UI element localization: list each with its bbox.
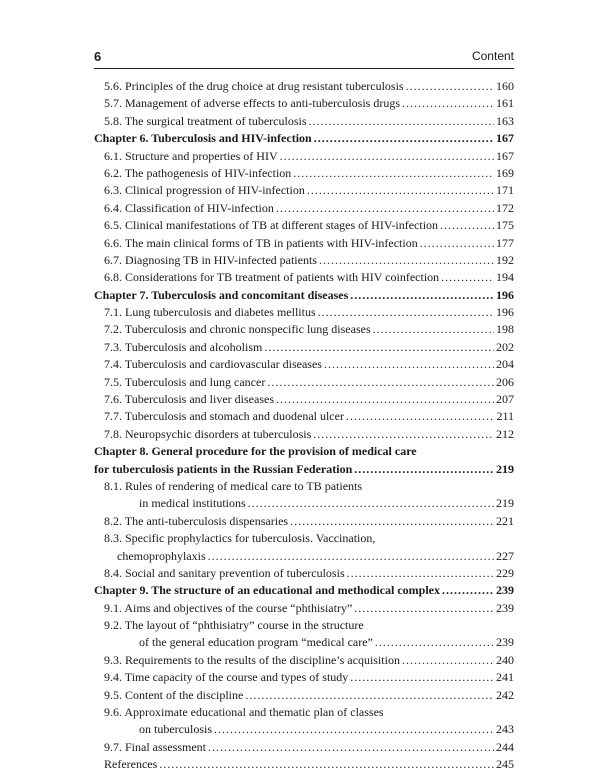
toc-entry-page: 219 <box>496 496 514 511</box>
toc-entry <box>94 617 514 634</box>
toc-entry <box>94 339 514 356</box>
toc-entry-title: 7.6. Tuberculosis and liver diseases <box>104 392 274 407</box>
toc-entry-page: 202 <box>496 339 514 354</box>
toc-dot-leader <box>354 600 494 617</box>
toc-entry <box>94 721 514 738</box>
toc-dot-leader <box>208 548 494 565</box>
toc-dot-leader <box>293 165 494 182</box>
toc-entry <box>94 461 514 478</box>
toc-entry-title: 7.1. Lung tuberculosis and diabetes mellitus <box>104 305 316 320</box>
toc-dot-leader <box>420 235 494 252</box>
toc-dot-leader <box>314 130 494 147</box>
toc-dot-leader <box>319 252 494 269</box>
toc-entry-title: 7.2. Tuberculosis and chronic nonspecific lung diseases <box>104 322 371 337</box>
toc-entry-title: 5.8. The surgical treatment of tuberculosis <box>104 113 307 128</box>
toc-entry <box>94 182 514 199</box>
toc-entry-page: 239 <box>496 600 514 615</box>
toc-entry-page: 242 <box>496 687 514 702</box>
toc-entry <box>94 478 514 495</box>
toc-entry <box>94 582 514 599</box>
toc-entry-title: 7.8. Neuropsychic disorders at tuberculosis <box>104 426 312 441</box>
toc-entry <box>94 530 514 547</box>
toc-entry-page: 192 <box>496 252 514 267</box>
toc-entry <box>94 356 514 373</box>
toc-entry <box>94 148 514 165</box>
toc-entry-title: 9.2. The layout of “phthisiatry” course in the structure <box>104 618 364 633</box>
toc-dot-leader <box>313 426 494 443</box>
toc-dot-leader <box>307 182 494 199</box>
toc-dot-leader <box>276 200 494 217</box>
page-number: 6 <box>94 49 102 64</box>
toc-dot-leader <box>402 95 494 112</box>
toc-entry <box>94 687 514 704</box>
toc-dot-leader <box>264 339 494 356</box>
toc-dot-leader <box>159 756 494 773</box>
toc-entry-title: 7.4. Tuberculosis and cardiovascular diseases <box>104 357 322 372</box>
toc-entry-page: 171 <box>496 183 514 198</box>
toc-entry <box>94 652 514 669</box>
toc-entry-title: on tuberculosis <box>139 722 212 737</box>
toc-entry-page: 241 <box>496 670 514 685</box>
toc-dot-leader <box>324 356 494 373</box>
toc-entry <box>94 95 514 112</box>
toc-entry-page: 167 <box>496 131 514 146</box>
toc-entry-title: Chapter 6. Tuberculosis and HIV-infection <box>94 131 312 146</box>
toc-entry-title: 5.6. Principles of the drug choice at drug resistant tuberculosis <box>104 78 404 93</box>
toc-entry-title: 6.7. Diagnosing TB in HIV-infected patients <box>104 252 317 267</box>
toc-entry-title: References <box>104 757 158 772</box>
toc-entry-title: 9.4. Time capacity of the course and types of study <box>104 670 349 685</box>
toc-dot-leader <box>280 148 494 165</box>
toc-entry-page: 239 <box>496 583 514 598</box>
toc-entry-title: of the general education program “medical care” <box>139 635 373 650</box>
toc-entry <box>94 252 514 269</box>
toc-entry-title: 8.1. Rules of rendering of medical care to TB patients <box>104 478 363 493</box>
toc-entry-page: 160 <box>496 78 514 93</box>
toc-entry <box>94 513 514 530</box>
toc-entry-page: 161 <box>496 96 514 111</box>
toc-entry <box>94 374 514 391</box>
toc-entry-page: 167 <box>496 148 514 163</box>
toc-entry-page: 243 <box>496 722 514 737</box>
toc-entry-page: 196 <box>496 305 514 320</box>
toc-dot-leader <box>346 408 494 425</box>
toc-entry <box>94 635 514 652</box>
toc-entry <box>94 565 514 582</box>
toc-dot-leader <box>354 461 494 478</box>
toc-entry-title: 9.7. Final assessment <box>104 739 206 754</box>
toc-entry <box>94 165 514 182</box>
toc-entry-title: 6.8. Considerations for TB treatment of patients with HIV coinfection <box>104 270 440 285</box>
toc-entry-title: 8.3. Specific prophylactics for tuberculosis. Vaccination, <box>104 531 376 546</box>
toc-dot-leader <box>375 635 494 652</box>
toc-dot-leader <box>245 687 494 704</box>
toc-entry <box>94 495 514 512</box>
toc-dot-leader <box>267 374 494 391</box>
toc-dot-leader <box>276 391 494 408</box>
toc-entry <box>94 756 514 773</box>
table-of-contents <box>94 78 514 774</box>
toc-dot-leader <box>406 78 494 95</box>
toc-entry-title: 7.3. Tuberculosis and alcoholism <box>104 339 263 354</box>
toc-dot-leader <box>214 721 494 738</box>
toc-entry-title: 6.6. The main clinical forms of TB in patients with HIV-infection <box>104 235 418 250</box>
toc-dot-leader <box>347 565 494 582</box>
toc-entry-page: 221 <box>496 513 514 528</box>
toc-entry-page: 175 <box>496 218 514 233</box>
toc-entry <box>94 443 514 460</box>
toc-entry <box>94 217 514 234</box>
toc-entry-page: 212 <box>496 426 514 441</box>
toc-entry-title: 9.5. Content of the discipline <box>104 687 244 702</box>
toc-entry <box>94 269 514 286</box>
toc-entry-title: for tuberculosis patients in the Russian Federation <box>94 461 353 476</box>
toc-entry <box>94 548 514 565</box>
toc-entry-title: 9.1. Aims and objectives of the course “phthisiatry” <box>104 600 353 615</box>
toc-dot-leader <box>309 113 494 130</box>
toc-entry <box>94 287 514 304</box>
toc-entry <box>94 321 514 338</box>
toc-entry-page: 196 <box>496 287 514 302</box>
toc-entry-page: 177 <box>496 235 514 250</box>
toc-dot-leader <box>248 495 494 512</box>
toc-dot-leader <box>350 669 494 686</box>
toc-entry-title: 9.6. Approximate educational and thematic plan of classes <box>104 705 384 720</box>
toc-entry-title: in medical institutions <box>139 496 246 511</box>
toc-entry <box>94 78 514 95</box>
toc-entry-title: 8.4. Social and sanitary prevention of tuberculosis <box>104 565 345 580</box>
toc-entry-title: chemoprophylaxis <box>117 548 206 563</box>
toc-entry-page: 194 <box>496 270 514 285</box>
toc-entry-title: 8.2. The anti-tuberculosis dispensaries <box>104 513 289 528</box>
toc-entry <box>94 304 514 321</box>
toc-entry <box>94 739 514 756</box>
toc-dot-leader <box>290 513 494 530</box>
toc-dot-leader <box>208 739 494 756</box>
toc-entry-page: 219 <box>496 461 514 476</box>
toc-entry-title: 6.4. Classification of HIV-infection <box>104 200 274 215</box>
toc-entry-title: 7.7. Tuberculosis and stomach and duodenal ulcer <box>104 409 344 424</box>
running-head-title: Content <box>471 49 514 63</box>
toc-entry <box>94 408 514 425</box>
toc-entry <box>94 391 514 408</box>
toc-entry-title: 6.1. Structure and properties of HIV <box>104 148 278 163</box>
toc-entry <box>94 113 514 130</box>
toc-entry-title: Chapter 8. General procedure for the provision of medical care <box>94 444 417 459</box>
toc-entry-page: 240 <box>496 652 514 667</box>
toc-entry-title: 9.3. Requirements to the results of the discipline’s acquisition <box>104 652 400 667</box>
toc-entry-page: 211 <box>496 409 514 424</box>
toc-dot-leader <box>442 582 494 599</box>
toc-entry-page: 207 <box>496 392 514 407</box>
toc-dot-leader <box>373 321 494 338</box>
toc-entry-title: 6.2. The pathogenesis of HIV-infection <box>104 165 292 180</box>
toc-entry <box>94 426 514 443</box>
toc-entry-page: 239 <box>496 635 514 650</box>
toc-entry-page: 163 <box>496 113 514 128</box>
toc-entry-page: 198 <box>496 322 514 337</box>
toc-entry-page: 206 <box>496 374 514 389</box>
toc-entry <box>94 704 514 721</box>
toc-dot-leader <box>440 217 494 234</box>
toc-entry-title: Chapter 7. Tuberculosis and concomitant diseases <box>94 287 349 302</box>
toc-entry-page: 204 <box>496 357 514 372</box>
toc-entry-title: 5.7. Management of adverse effects to anti-tuberculosis drugs <box>104 96 401 111</box>
toc-entry-title: 7.5. Tuberculosis and lung cancer <box>104 374 266 389</box>
toc-entry-title: Chapter 9. The structure of an educational and methodical complex <box>94 583 441 598</box>
toc-entry-page: 244 <box>496 739 514 754</box>
toc-entry-page: 169 <box>496 165 514 180</box>
toc-entry <box>94 200 514 217</box>
toc-entry <box>94 130 514 147</box>
toc-entry-page: 227 <box>496 548 514 563</box>
toc-entry-page: 172 <box>496 200 514 215</box>
page-header <box>94 46 514 69</box>
toc-entry-page: 229 <box>496 565 514 580</box>
toc-dot-leader <box>441 269 494 286</box>
toc-entry <box>94 600 514 617</box>
toc-dot-leader <box>350 287 494 304</box>
toc-entry <box>94 235 514 252</box>
toc-entry-page: 245 <box>496 757 514 772</box>
toc-entry <box>94 669 514 686</box>
toc-entry-title: 6.3. Clinical progression of HIV-infection <box>104 183 305 198</box>
toc-dot-leader <box>318 304 494 321</box>
toc-entry-title: 6.5. Clinical manifestations of TB at different stages of HIV-infection <box>104 218 439 233</box>
toc-dot-leader <box>402 652 494 669</box>
